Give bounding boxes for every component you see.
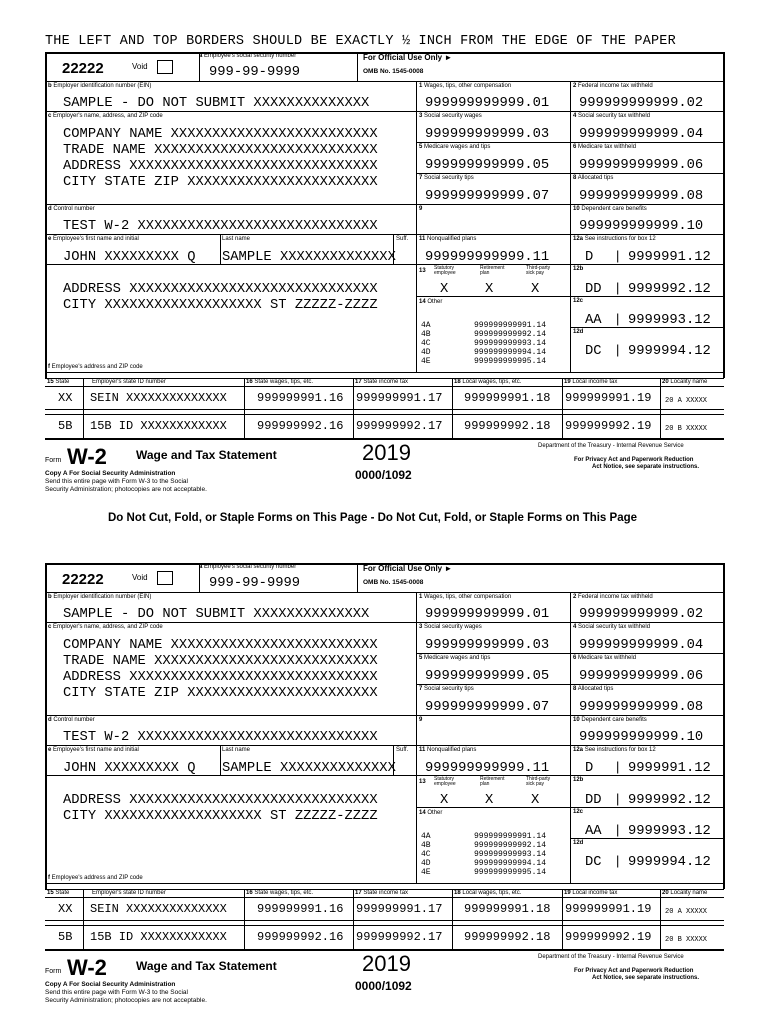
ein-label: Employer identification number (EIN) bbox=[53, 83, 152, 89]
state-label: State bbox=[55, 890, 70, 896]
box12a-label: See instructions for box 12 bbox=[584, 747, 656, 753]
state-wages[interactable]: 999999991.16 bbox=[257, 391, 344, 405]
box7-label: Social security tips bbox=[424, 175, 474, 181]
control-label: Control number bbox=[53, 206, 95, 212]
box14-amount[interactable]: 999999999995.14 bbox=[474, 357, 547, 366]
box14-amount[interactable]: 999999999993.14 bbox=[474, 339, 547, 348]
ein-label: Employer identification number (EIN) bbox=[53, 594, 152, 600]
box13-statutory-mark[interactable]: X bbox=[440, 282, 449, 297]
state-id[interactable]: SEIN XXXXXXXXXXXXXX bbox=[90, 391, 227, 405]
send-instruction-2: Security Administration; photocopies are not acceptable. bbox=[45, 486, 207, 493]
box14-label: Other bbox=[427, 299, 443, 305]
box13-thirdparty-mark[interactable]: X bbox=[531, 282, 540, 297]
box14-code[interactable]: 4A bbox=[421, 832, 431, 841]
box14-code[interactable]: 4A bbox=[421, 321, 431, 330]
statutory-label: Statutory employee bbox=[434, 776, 456, 787]
state-id[interactable]: SEIN XXXXXXXXXXXXXX bbox=[90, 902, 227, 916]
ssn-label: Employee's social security number bbox=[204, 53, 297, 59]
suffix-label: Suff. bbox=[396, 236, 409, 242]
ssn-value[interactable]: 999-99-9999 bbox=[209, 65, 301, 80]
official-use-label: For Official Use Only ► bbox=[363, 564, 453, 573]
locality-name[interactable]: 20 A XXXXX bbox=[665, 397, 708, 405]
thirdparty-label: Third-party sick pay bbox=[526, 776, 551, 787]
box16-label: State wages, tips, etc. bbox=[254, 890, 314, 896]
form-code-22222: 22222 bbox=[62, 60, 104, 77]
box10-value[interactable]: 999999999999.10 bbox=[579, 730, 704, 745]
box3-label: Social security wages bbox=[424, 113, 482, 119]
box6-value[interactable]: 999999999999.06 bbox=[579, 158, 704, 173]
void-label: Void bbox=[132, 62, 148, 71]
state-id-label: Employer's state ID number bbox=[92, 890, 166, 896]
box13-thirdparty-mark[interactable]: X bbox=[531, 793, 540, 808]
employee-address-label: Employee's address and ZIP code bbox=[51, 364, 143, 370]
box13-retirement-mark[interactable]: X bbox=[485, 793, 494, 808]
box14-code[interactable]: 4C bbox=[421, 339, 431, 348]
box14-label: Other bbox=[427, 810, 443, 816]
locality-name[interactable]: 20 A XXXXX bbox=[665, 908, 708, 916]
first-name-label: Employee's first name and initial bbox=[53, 747, 139, 753]
box14-code[interactable]: 4D bbox=[421, 859, 431, 868]
state-tax[interactable]: 999999991.17 bbox=[356, 391, 443, 405]
employee-address-line-1[interactable]: ADDRESS XXXXXXXXXXXXXXXXXXXXXXXXXXXXXX bbox=[63, 282, 378, 297]
box19-label: Local income tax bbox=[572, 890, 618, 896]
box8-value[interactable]: 999999999999.08 bbox=[579, 700, 704, 715]
box14-code[interactable]: 4D bbox=[421, 348, 431, 357]
box12a-amount[interactable]: 9999991.12 bbox=[628, 250, 711, 265]
box14-amount[interactable]: 999999999992.14 bbox=[474, 330, 547, 339]
box20-label: Locality name bbox=[670, 379, 708, 385]
form-name: W-2 bbox=[67, 955, 107, 980]
box3-label: Social security wages bbox=[424, 624, 482, 630]
state-id[interactable]: 15B ID XXXXXXXXXXXX bbox=[90, 419, 227, 433]
state-wages[interactable]: 999999991.16 bbox=[257, 902, 344, 916]
box12b-code[interactable]: DD bbox=[585, 793, 602, 808]
box17-label: State income tax bbox=[363, 890, 409, 896]
ssn-value[interactable]: 999-99-9999 bbox=[209, 576, 301, 591]
employer-label: Employer's name, address, and ZIP code bbox=[53, 624, 163, 630]
box14-amount[interactable]: 999999999994.14 bbox=[474, 348, 547, 357]
ein-value[interactable]: SAMPLE - DO NOT SUBMIT XXXXXXXXXXXXXX bbox=[63, 607, 370, 622]
box17-label: State income tax bbox=[363, 379, 409, 385]
send-instruction-2: Security Administration; photocopies are not acceptable. bbox=[45, 997, 207, 1004]
box5-label: Medicare wages and tips bbox=[424, 655, 491, 661]
box11-label: Nonqualified plans bbox=[427, 747, 477, 753]
state-tax[interactable]: 999999992.17 bbox=[356, 419, 443, 433]
copy-a-label: Copy A For Social Security Administration bbox=[45, 470, 176, 477]
box14-amount[interactable]: 999999999991.14 bbox=[474, 321, 547, 330]
box16-label: State wages, tips, etc. bbox=[254, 379, 314, 385]
employer-line-4[interactable]: CITY STATE ZIP XXXXXXXXXXXXXXXXXXXXXXX bbox=[63, 175, 378, 190]
state-code[interactable]: XX bbox=[58, 902, 73, 916]
ein-value[interactable]: SAMPLE - DO NOT SUBMIT XXXXXXXXXXXXXX bbox=[63, 96, 370, 111]
privacy-notice: For Privacy Act and Paperwork Reduction bbox=[574, 457, 694, 463]
state-wages[interactable]: 999999992.16 bbox=[257, 930, 344, 944]
box8-value[interactable]: 999999999999.08 bbox=[579, 189, 704, 204]
first-name-label: Employee's first name and initial bbox=[53, 236, 139, 242]
form-word: Form bbox=[45, 457, 62, 464]
employee-address-line-2[interactable]: CITY XXXXXXXXXXXXXXXXXXX ST ZZZZZ-ZZZZ bbox=[63, 298, 378, 313]
box7-value[interactable]: 999999999999.07 bbox=[425, 700, 550, 715]
control-label: Control number bbox=[53, 717, 95, 723]
box2-value[interactable]: 999999999999.02 bbox=[579, 607, 704, 622]
form-code: 0000/1092 bbox=[355, 979, 412, 993]
box12c-amount[interactable]: 9999993.12 bbox=[628, 824, 711, 839]
box14-amount[interactable]: 999999999994.14 bbox=[474, 859, 547, 868]
box2-label: Federal income tax withheld bbox=[578, 83, 653, 89]
first-name-value[interactable]: JOHN XXXXXXXXX Q bbox=[63, 250, 196, 265]
locality-name[interactable]: 20 B XXXXX bbox=[665, 425, 708, 433]
box1-value[interactable]: 999999999999.01 bbox=[425, 607, 550, 622]
form-name: W-2 bbox=[67, 444, 107, 469]
official-use-label: For Official Use Only ► bbox=[363, 53, 453, 62]
box4-value[interactable]: 999999999999.04 bbox=[579, 638, 704, 653]
suffix-label: Suff. bbox=[396, 747, 409, 753]
box12b-amount[interactable]: 9999992.12 bbox=[628, 793, 711, 808]
state-code[interactable]: 5B bbox=[58, 419, 73, 433]
box8-label: Allocated tips bbox=[577, 686, 614, 692]
box3-value[interactable]: 999999999999.03 bbox=[425, 638, 550, 653]
box1-value[interactable]: 999999999999.01 bbox=[425, 96, 550, 111]
local-wages[interactable]: 999999992.18 bbox=[464, 419, 551, 433]
page-note: THE LEFT AND TOP BORDERS SHOULD BE EXACTLY ½ INCH FROM THE EDGE OF THE PAPER bbox=[45, 34, 676, 49]
box12d-amount[interactable]: 9999994.12 bbox=[628, 344, 711, 359]
retirement-label: Retirement plan bbox=[480, 265, 505, 276]
state-label: State bbox=[55, 379, 70, 385]
box4-value[interactable]: 999999999999.04 bbox=[579, 127, 704, 142]
last-name-value[interactable]: SAMPLE XXXXXXXXXXXXXX bbox=[222, 250, 396, 265]
state-id-label: Employer's state ID number bbox=[92, 379, 166, 385]
employee-address-line-2[interactable]: CITY XXXXXXXXXXXXXXXXXXX ST ZZZZZ-ZZZZ bbox=[63, 809, 378, 824]
form-word: Form bbox=[45, 968, 62, 975]
box7-value[interactable]: 999999999999.07 bbox=[425, 189, 550, 204]
omb-number: OMB No. 1545-0008 bbox=[363, 579, 424, 586]
tax-year: 2019 bbox=[362, 440, 411, 465]
box1-label: Wages, tips, other compensation bbox=[424, 83, 512, 89]
local-wages[interactable]: 999999991.18 bbox=[464, 391, 551, 405]
last-name-value[interactable]: SAMPLE XXXXXXXXXXXXXX bbox=[222, 761, 396, 776]
box10-value[interactable]: 999999999999.10 bbox=[579, 219, 704, 234]
local-wages[interactable]: 999999992.18 bbox=[464, 930, 551, 944]
box14-code[interactable]: 4B bbox=[421, 330, 431, 339]
local-tax[interactable]: 999999992.19 bbox=[565, 419, 652, 433]
employer-line-3[interactable]: ADDRESS XXXXXXXXXXXXXXXXXXXXXXXXXXXXXX bbox=[63, 159, 378, 174]
local-tax[interactable]: 999999992.19 bbox=[565, 930, 652, 944]
box19-label: Local income tax bbox=[572, 379, 618, 385]
box14-amount[interactable]: 999999999992.14 bbox=[474, 841, 547, 850]
box12d-amount[interactable]: 9999994.12 bbox=[628, 855, 711, 870]
box6-value[interactable]: 999999999999.06 bbox=[579, 669, 704, 684]
box4-label: Social security tax withheld bbox=[578, 624, 651, 630]
box11-label: Nonqualified plans bbox=[427, 236, 477, 242]
box2-label: Federal income tax withheld bbox=[578, 594, 653, 600]
retirement-label: Retirement plan bbox=[480, 776, 505, 787]
box14-code[interactable]: 4E bbox=[421, 868, 431, 877]
last-name-label: Last name bbox=[222, 236, 251, 242]
box12a-label: See instructions for box 12 bbox=[584, 236, 656, 242]
box10-label: Dependent care benefits bbox=[581, 717, 647, 723]
state-code[interactable]: 5B bbox=[58, 930, 73, 944]
box2-value[interactable]: 999999999999.02 bbox=[579, 96, 704, 111]
box12b-amount[interactable]: 9999992.12 bbox=[628, 282, 711, 297]
void-checkbox[interactable] bbox=[157, 60, 173, 74]
box14-amount[interactable]: 999999999993.14 bbox=[474, 850, 547, 859]
employee-address-label: Employee's address and ZIP code bbox=[51, 875, 143, 881]
box5-value[interactable]: 999999999999.05 bbox=[425, 669, 550, 684]
box20-label: Locality name bbox=[670, 890, 708, 896]
privacy-notice: For Privacy Act and Paperwork Reduction bbox=[574, 968, 694, 974]
box12a-amount[interactable]: 9999991.12 bbox=[628, 761, 711, 776]
send-instruction-1: Send this entire page with Form W-3 to the Social bbox=[45, 989, 188, 996]
employer-line-4[interactable]: CITY STATE ZIP XXXXXXXXXXXXXXXXXXXXXXX bbox=[63, 686, 378, 701]
employer-label: Employer's name, address, and ZIP code bbox=[53, 113, 163, 119]
box12c-code[interactable]: AA bbox=[585, 313, 602, 328]
box14-code[interactable]: 4E bbox=[421, 357, 431, 366]
box5-value[interactable]: 999999999999.05 bbox=[425, 158, 550, 173]
treasury-label: Department of the Treasury - Internal Revenue Service bbox=[538, 954, 684, 960]
state-tax[interactable]: 999999991.17 bbox=[356, 902, 443, 916]
box13-statutory-mark[interactable]: X bbox=[440, 793, 449, 808]
state-code[interactable]: XX bbox=[58, 391, 73, 405]
box5-label: Medicare wages and tips bbox=[424, 144, 491, 150]
employer-line-2[interactable]: TRADE NAME XXXXXXXXXXXXXXXXXXXXXXXXXXX bbox=[63, 654, 378, 669]
box12c-code[interactable]: AA bbox=[585, 824, 602, 839]
box12d-code[interactable]: DC bbox=[585, 855, 602, 870]
box7-label: Social security tips bbox=[424, 686, 474, 692]
local-wages[interactable]: 999999991.18 bbox=[464, 902, 551, 916]
privacy-notice-2: Act Notice, see separate instructions. bbox=[592, 464, 700, 470]
privacy-notice-2: Act Notice, see separate instructions. bbox=[592, 975, 700, 981]
box12a-code[interactable]: D bbox=[585, 761, 594, 776]
void-label: Void bbox=[132, 573, 148, 582]
separator-notice: Do Not Cut, Fold, or Staple Forms on This Page - Do Not Cut, Fold, or Staple Forms on This Page bbox=[108, 512, 638, 524]
last-name-label: Last name bbox=[222, 747, 251, 753]
box11-value[interactable]: 999999999999.11 bbox=[425, 250, 550, 265]
box18-label: Local wages, tips, etc. bbox=[462, 379, 522, 385]
local-tax[interactable]: 999999991.19 bbox=[565, 902, 652, 916]
form-title: Wage and Tax Statement bbox=[136, 448, 277, 462]
employer-line-1[interactable]: COMPANY NAME XXXXXXXXXXXXXXXXXXXXXXXXX bbox=[63, 127, 378, 142]
copy-a-label: Copy A For Social Security Administration bbox=[45, 981, 176, 988]
box12d-code[interactable]: DC bbox=[585, 344, 602, 359]
box8-label: Allocated tips bbox=[577, 175, 614, 181]
box14-code[interactable]: 4C bbox=[421, 850, 431, 859]
box12c-amount[interactable]: 9999993.12 bbox=[628, 313, 711, 328]
local-tax[interactable]: 999999991.19 bbox=[565, 391, 652, 405]
box18-label: Local wages, tips, etc. bbox=[462, 890, 522, 896]
void-checkbox[interactable] bbox=[157, 571, 173, 585]
box4-label: Social security tax withheld bbox=[578, 113, 651, 119]
state-tax[interactable]: 999999992.17 bbox=[356, 930, 443, 944]
box1-label: Wages, tips, other compensation bbox=[424, 594, 512, 600]
box6-label: Medicare tax withheld bbox=[578, 144, 637, 150]
box12a-code[interactable]: D bbox=[585, 250, 594, 265]
ssn-label: Employee's social security number bbox=[204, 564, 297, 570]
box10-label: Dependent care benefits bbox=[581, 206, 647, 212]
send-instruction-1: Send this entire page with Form W-3 to the Social bbox=[45, 478, 188, 485]
employer-line-2[interactable]: TRADE NAME XXXXXXXXXXXXXXXXXXXXXXXXXXX bbox=[63, 143, 378, 158]
omb-number: OMB No. 1545-0008 bbox=[363, 68, 424, 75]
control-value[interactable]: TEST W-2 XXXXXXXXXXXXXXXXXXXXXXXXXXXXX bbox=[63, 219, 378, 234]
control-value[interactable]: TEST W-2 XXXXXXXXXXXXXXXXXXXXXXXXXXXXX bbox=[63, 730, 378, 745]
form-code: 0000/1092 bbox=[355, 468, 412, 482]
first-name-value[interactable]: JOHN XXXXXXXXX Q bbox=[63, 761, 196, 776]
box14-amount[interactable]: 999999999991.14 bbox=[474, 832, 547, 841]
box14-amount[interactable]: 999999999995.14 bbox=[474, 868, 547, 877]
locality-name[interactable]: 20 B XXXXX bbox=[665, 936, 708, 944]
treasury-label: Department of the Treasury - Internal Revenue Service bbox=[538, 443, 684, 449]
statutory-label: Statutory employee bbox=[434, 265, 456, 276]
state-wages[interactable]: 999999992.16 bbox=[257, 419, 344, 433]
tax-year: 2019 bbox=[362, 951, 411, 976]
thirdparty-label: Third-party sick pay bbox=[526, 265, 551, 276]
state-id[interactable]: 15B ID XXXXXXXXXXXX bbox=[90, 930, 227, 944]
box3-value[interactable]: 999999999999.03 bbox=[425, 127, 550, 142]
form-code-22222: 22222 bbox=[62, 571, 104, 588]
employee-address-line-1[interactable]: ADDRESS XXXXXXXXXXXXXXXXXXXXXXXXXXXXXX bbox=[63, 793, 378, 808]
employer-line-3[interactable]: ADDRESS XXXXXXXXXXXXXXXXXXXXXXXXXXXXXX bbox=[63, 670, 378, 685]
box6-label: Medicare tax withheld bbox=[578, 655, 637, 661]
form-title: Wage and Tax Statement bbox=[136, 959, 277, 973]
employer-line-1[interactable]: COMPANY NAME XXXXXXXXXXXXXXXXXXXXXXXXX bbox=[63, 638, 378, 653]
box13-retirement-mark[interactable]: X bbox=[485, 282, 494, 297]
box14-code[interactable]: 4B bbox=[421, 841, 431, 850]
box11-value[interactable]: 999999999999.11 bbox=[425, 761, 550, 776]
box12b-code[interactable]: DD bbox=[585, 282, 602, 297]
